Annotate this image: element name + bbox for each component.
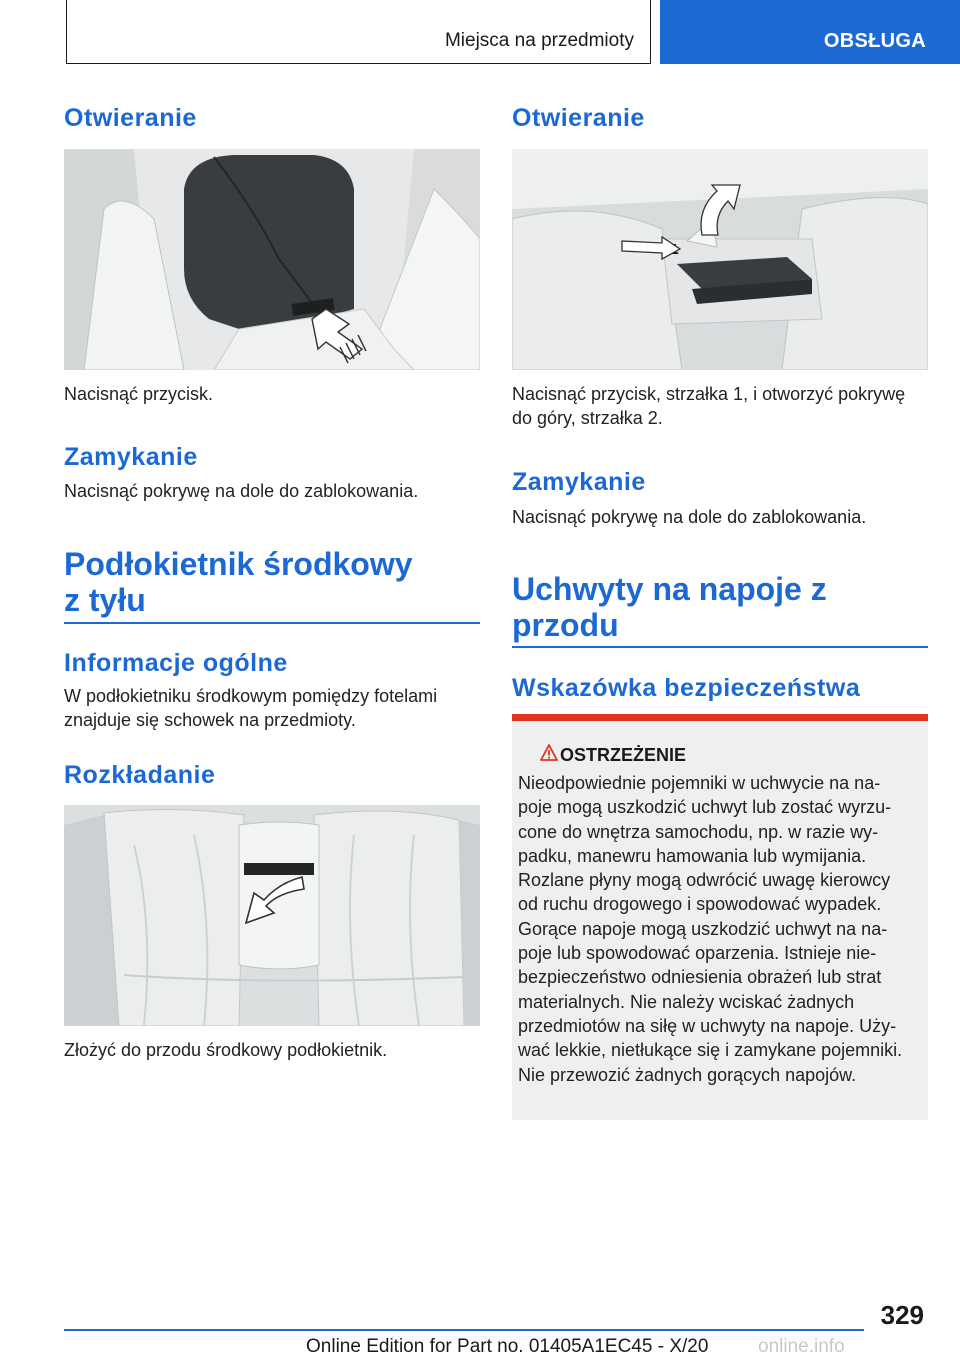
footer-rule — [64, 1329, 864, 1331]
running-header — [66, 0, 651, 64]
chapter-title: OBSŁUGA — [823, 30, 926, 52]
warning-line: bezpieczeństwo odniesienia obrażeń lub strat — [518, 967, 882, 988]
heading-safety-note: Wskazówka bezpieczeństwa — [512, 674, 861, 702]
heading-rear-armrest-line1: Podłokietnik środkowy — [64, 546, 413, 582]
warning-bar — [512, 714, 928, 721]
warning-line: Nieodpowiednie pojemniki w uchwycie na na- — [518, 773, 881, 793]
warning-line: Rozlane płyny mogą odwrócić uwagę kierowcy — [518, 870, 891, 891]
heading-open-right: Otwieranie — [512, 104, 645, 132]
heading-rule-left — [64, 622, 480, 624]
fold-instruction: Złożyć do przodu środkowy podłokietnik. — [64, 1040, 388, 1060]
open-instruction-right — [512, 382, 905, 430]
open-instruction-right-line2: do góry, strzałka 2. — [512, 408, 663, 428]
warning-triangle-icon — [540, 744, 558, 761]
heading-cup-holders — [512, 571, 827, 643]
warning-text — [518, 771, 928, 1087]
general-info-text — [64, 684, 437, 732]
warning-line: poje lub spowodować oparzenia. Istnieje nie- — [518, 943, 877, 964]
warning-title: OSTRZEŻENIE — [560, 745, 687, 765]
heading-folding: Rozkładanie — [64, 761, 216, 789]
heading-close-right: Zamykanie — [512, 468, 646, 496]
heading-cup-holders-line2: przodu — [512, 607, 619, 643]
chapter-tab — [660, 0, 960, 64]
armrest-rear-photo — [512, 149, 928, 370]
warning-line: przedmiotów na siłę w uchwyty na napoje. Uży- — [518, 1015, 897, 1036]
warning-line: materialnych. Nie należy wciskać żadnych — [518, 991, 855, 1012]
open-instruction-right-line1: Nacisnąć przycisk, strzałka 1, i otworzyć pokrywę — [512, 384, 906, 404]
close-instruction-left: Nacisnąć pokrywę na dole do zablokowania. — [64, 481, 419, 501]
warning-line: od ruchu drogowego i spowodować wypadek. — [518, 894, 882, 915]
heading-close-left: Zamykanie — [64, 443, 198, 471]
general-info-line2: znajduje się schowek na przedmioty. — [64, 710, 356, 730]
warning-box — [512, 714, 928, 1120]
heading-general-info: Informacje ogólne — [64, 649, 288, 677]
heading-rear-armrest — [64, 546, 413, 618]
heading-rule-right — [512, 646, 928, 648]
armrest-fold-photo — [64, 805, 480, 1026]
warning-line: poje mogą uszkodzić uchwyt lub zostać wyrzu- — [518, 797, 892, 818]
footer-site: online.info — [758, 1336, 845, 1357]
warning-line: Nie przewozić żadnych gorących napojów. — [518, 1064, 857, 1085]
section-title: Miejsca na przedmioty — [444, 30, 634, 51]
warning-line: Gorące napoje mogą uszkodzić uchwyt na na- — [518, 918, 888, 939]
heading-open-left: Otwieranie — [64, 104, 197, 132]
warning-line: cone do wnętrza samochodu, np. w razie wy- — [518, 821, 879, 842]
warning-line: wać lekkie, nietłukące się i zamykane pojemniki. — [518, 1040, 903, 1061]
heading-rear-armrest-line2: z tyłu — [64, 582, 146, 618]
armrest-front-photo — [64, 149, 480, 370]
close-instruction-right: Nacisnąć pokrywę na dole do zablokowania. — [512, 507, 867, 527]
open-instruction-left: Nacisnąć przycisk. — [64, 384, 214, 404]
page-number: 329 — [880, 1300, 924, 1330]
general-info-line1: W podłokietniku środkowym pomiędzy fotelami — [64, 686, 438, 706]
heading-cup-holders-line1: Uchwyty na napoje z — [512, 571, 827, 607]
warning-line: padku, manewru hamowania lub wymijania. — [518, 845, 867, 866]
footer-edition: Online Edition for Part no. 01405A1EC45 - X/20 — [306, 1336, 709, 1357]
